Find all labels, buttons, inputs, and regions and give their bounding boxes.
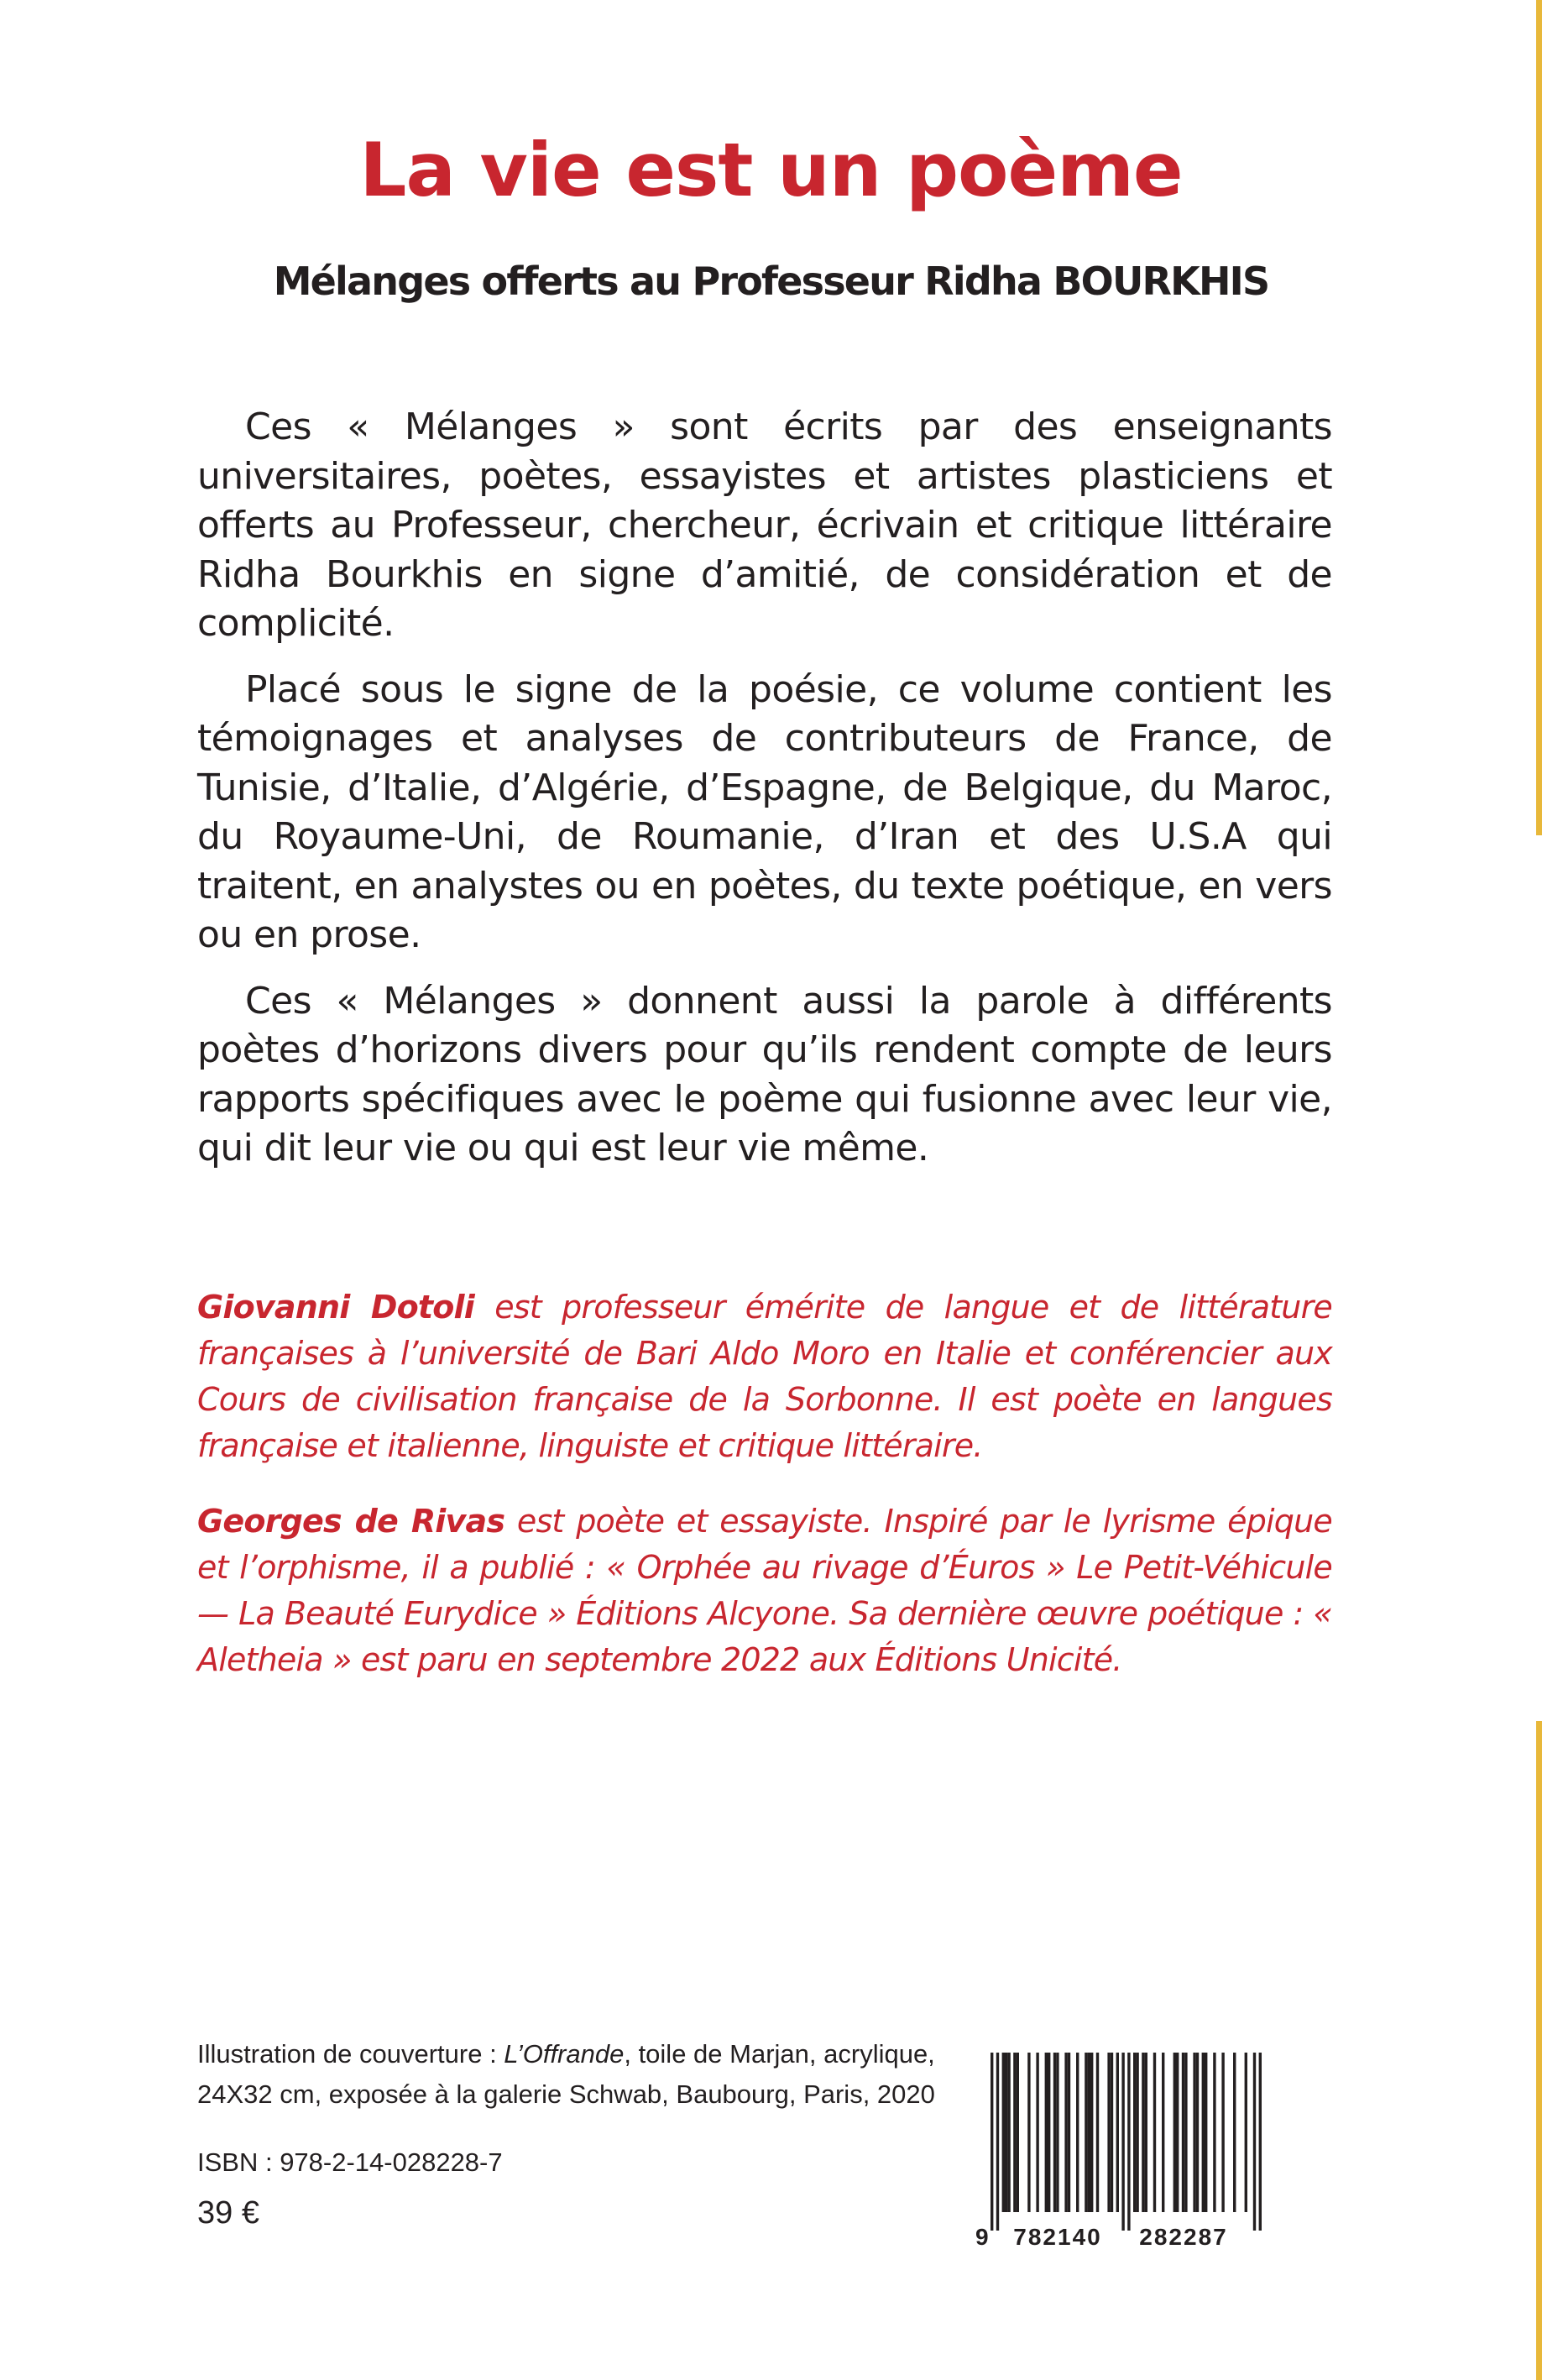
barcode-bar (1017, 2053, 1019, 2212)
barcode-bar (1233, 2053, 1236, 2212)
barcode-bar (1145, 2053, 1147, 2212)
isbn-number: ISBN : 978-2-14-028228-7 (197, 2147, 503, 2177)
barcode-bar (991, 2053, 993, 2231)
blurb-paragraph-1: Ces « Mélanges » sont écrits par des enseignants universitaires, poètes, essayistes et artistes plasticiens et offerts au Professeur, chercheur, écrivain et critique littéraire Ridha Bourkhis en signe d’amitié, de considération et de complicité. (197, 405, 1332, 645)
barcode-bar (1205, 2053, 1207, 2212)
barcode-bar (1253, 2053, 1256, 2231)
barcode-bar (1036, 2053, 1038, 2212)
author-name-rivas: Georges de Rivas (197, 1503, 505, 1540)
barcode-bar (1096, 2053, 1099, 2212)
author-name-dotoli: Giovanni Dotoli (197, 1289, 474, 1326)
barcode-bar (1202, 2053, 1205, 2212)
barcode-digits-right: 282287 (1139, 2224, 1228, 2250)
spine-edge-mark-bottom (1536, 1721, 1542, 2380)
barcode-bar (1245, 2053, 1247, 2212)
blurb-text (197, 403, 1332, 1190)
credit-line2: 24X32 cm, exposée à la galerie Schwab, Baubourg, Paris, 2020 (197, 2079, 935, 2109)
author-bio-text-dotoli: est professeur émérite de langue et de littérature françaises à l’université de Bari Aldo Moro en Italie et conférencier aux Cours de civilisation française de la Sorbonne. Il est poète en langues française et italienne, linguiste et critique littéraire. (197, 1289, 1332, 1464)
barcode-bar (1182, 2053, 1184, 2212)
barcode-bar (1076, 2053, 1079, 2212)
barcode-bar (1121, 2053, 1124, 2231)
book-subtitle: Mélanges offerts au Professeur Ridha BOURKHIS (273, 259, 1269, 304)
barcode-bar (1088, 2053, 1090, 2212)
barcode-bar (1068, 2053, 1070, 2212)
barcode-bar (1053, 2053, 1056, 2212)
barcode-bar (1259, 2053, 1262, 2231)
cover-illustration-credit (197, 2034, 953, 2115)
isbn-barcode (964, 2046, 1278, 2252)
barcode-bar (1184, 2053, 1187, 2212)
barcode-digits-left: 782140 (1013, 2224, 1102, 2250)
author-bio-dotoli (197, 1284, 1332, 1469)
barcode-bar (1064, 2053, 1067, 2212)
barcode-graphic (964, 2046, 1278, 2252)
barcode-bar (1221, 2053, 1224, 2212)
price-label: 39 € (197, 2195, 259, 2231)
barcode-bar (1136, 2053, 1138, 2212)
barcode-bar (1213, 2053, 1215, 2212)
credit-line1-rest: , toile de Marjan, acrylique, (624, 2039, 935, 2069)
barcode-bar (1090, 2053, 1093, 2212)
credit-prefix: Illustration de couverture : (197, 2039, 504, 2069)
credit-artwork-title: L’Offrande (504, 2039, 625, 2069)
barcode-bar (1153, 2053, 1156, 2212)
barcode-bar (1107, 2053, 1110, 2212)
book-title: La vie est un poème (359, 127, 1183, 213)
barcode-bar (1162, 2053, 1164, 2212)
barcode-bar (1056, 2053, 1058, 2212)
barcode-bar (1173, 2053, 1176, 2212)
blurb-paragraph-2: Placé sous le signe de la poésie, ce volume contient les témoignages et analyses de contributeurs de France, de Tunisie, d’Italie, d’Algérie, d’Espagne, de Belgique, du Maroc, du Royaume-Uni, de Roumanie, d’Iran et des U.S.A qui traitent, en analystes ou en poètes, du texte poétique, en vers ou en prose. (197, 667, 1332, 956)
spine-edge-mark-top (1536, 0, 1542, 835)
author-bio-text-rivas: est poète et essayiste. Inspiré par le lyrisme épique et l’orphisme, il a publié : « Orphée au rivage d’Éuros » Le Petit-Véhicule — La Beauté Eurydice » Éditions Alcyone. Sa dernière œuvre poétique : « Aletheia » est paru en septembre 2022 aux Éditions Unicité. (197, 1503, 1332, 1678)
barcode-digit-first: 9 (975, 2224, 989, 2250)
barcode-bar (1142, 2053, 1144, 2212)
barcode-bar (1007, 2053, 1010, 2212)
barcode-bar (1048, 2053, 1050, 2212)
barcode-bar (1176, 2053, 1179, 2212)
barcode-bar (1111, 2053, 1113, 2212)
barcode-bar (996, 2053, 999, 2231)
barcode-bar (1193, 2053, 1195, 2212)
barcode-bar (1005, 2053, 1007, 2212)
barcode-bar (1127, 2053, 1130, 2231)
barcode-bar (1013, 2053, 1016, 2212)
barcode-bar (1133, 2053, 1136, 2212)
barcode-bar (1002, 2053, 1005, 2212)
author-bio-rivas (197, 1499, 1332, 1683)
barcode-bar (1196, 2053, 1199, 2212)
barcode-bar (1116, 2053, 1119, 2212)
barcode-bar (1027, 2053, 1030, 2212)
barcode-bar (1085, 2053, 1087, 2212)
barcode-bar (1045, 2053, 1048, 2212)
blurb-paragraph-3: Ces « Mélanges » donnent aussi la parole à différents poètes d’horizons divers pour qu’ils rendent compte de leurs rapports spécifiques avec le poème qui fusionne avec leur vie, qui dit leur vie ou qui est leur vie même. (197, 979, 1332, 1169)
